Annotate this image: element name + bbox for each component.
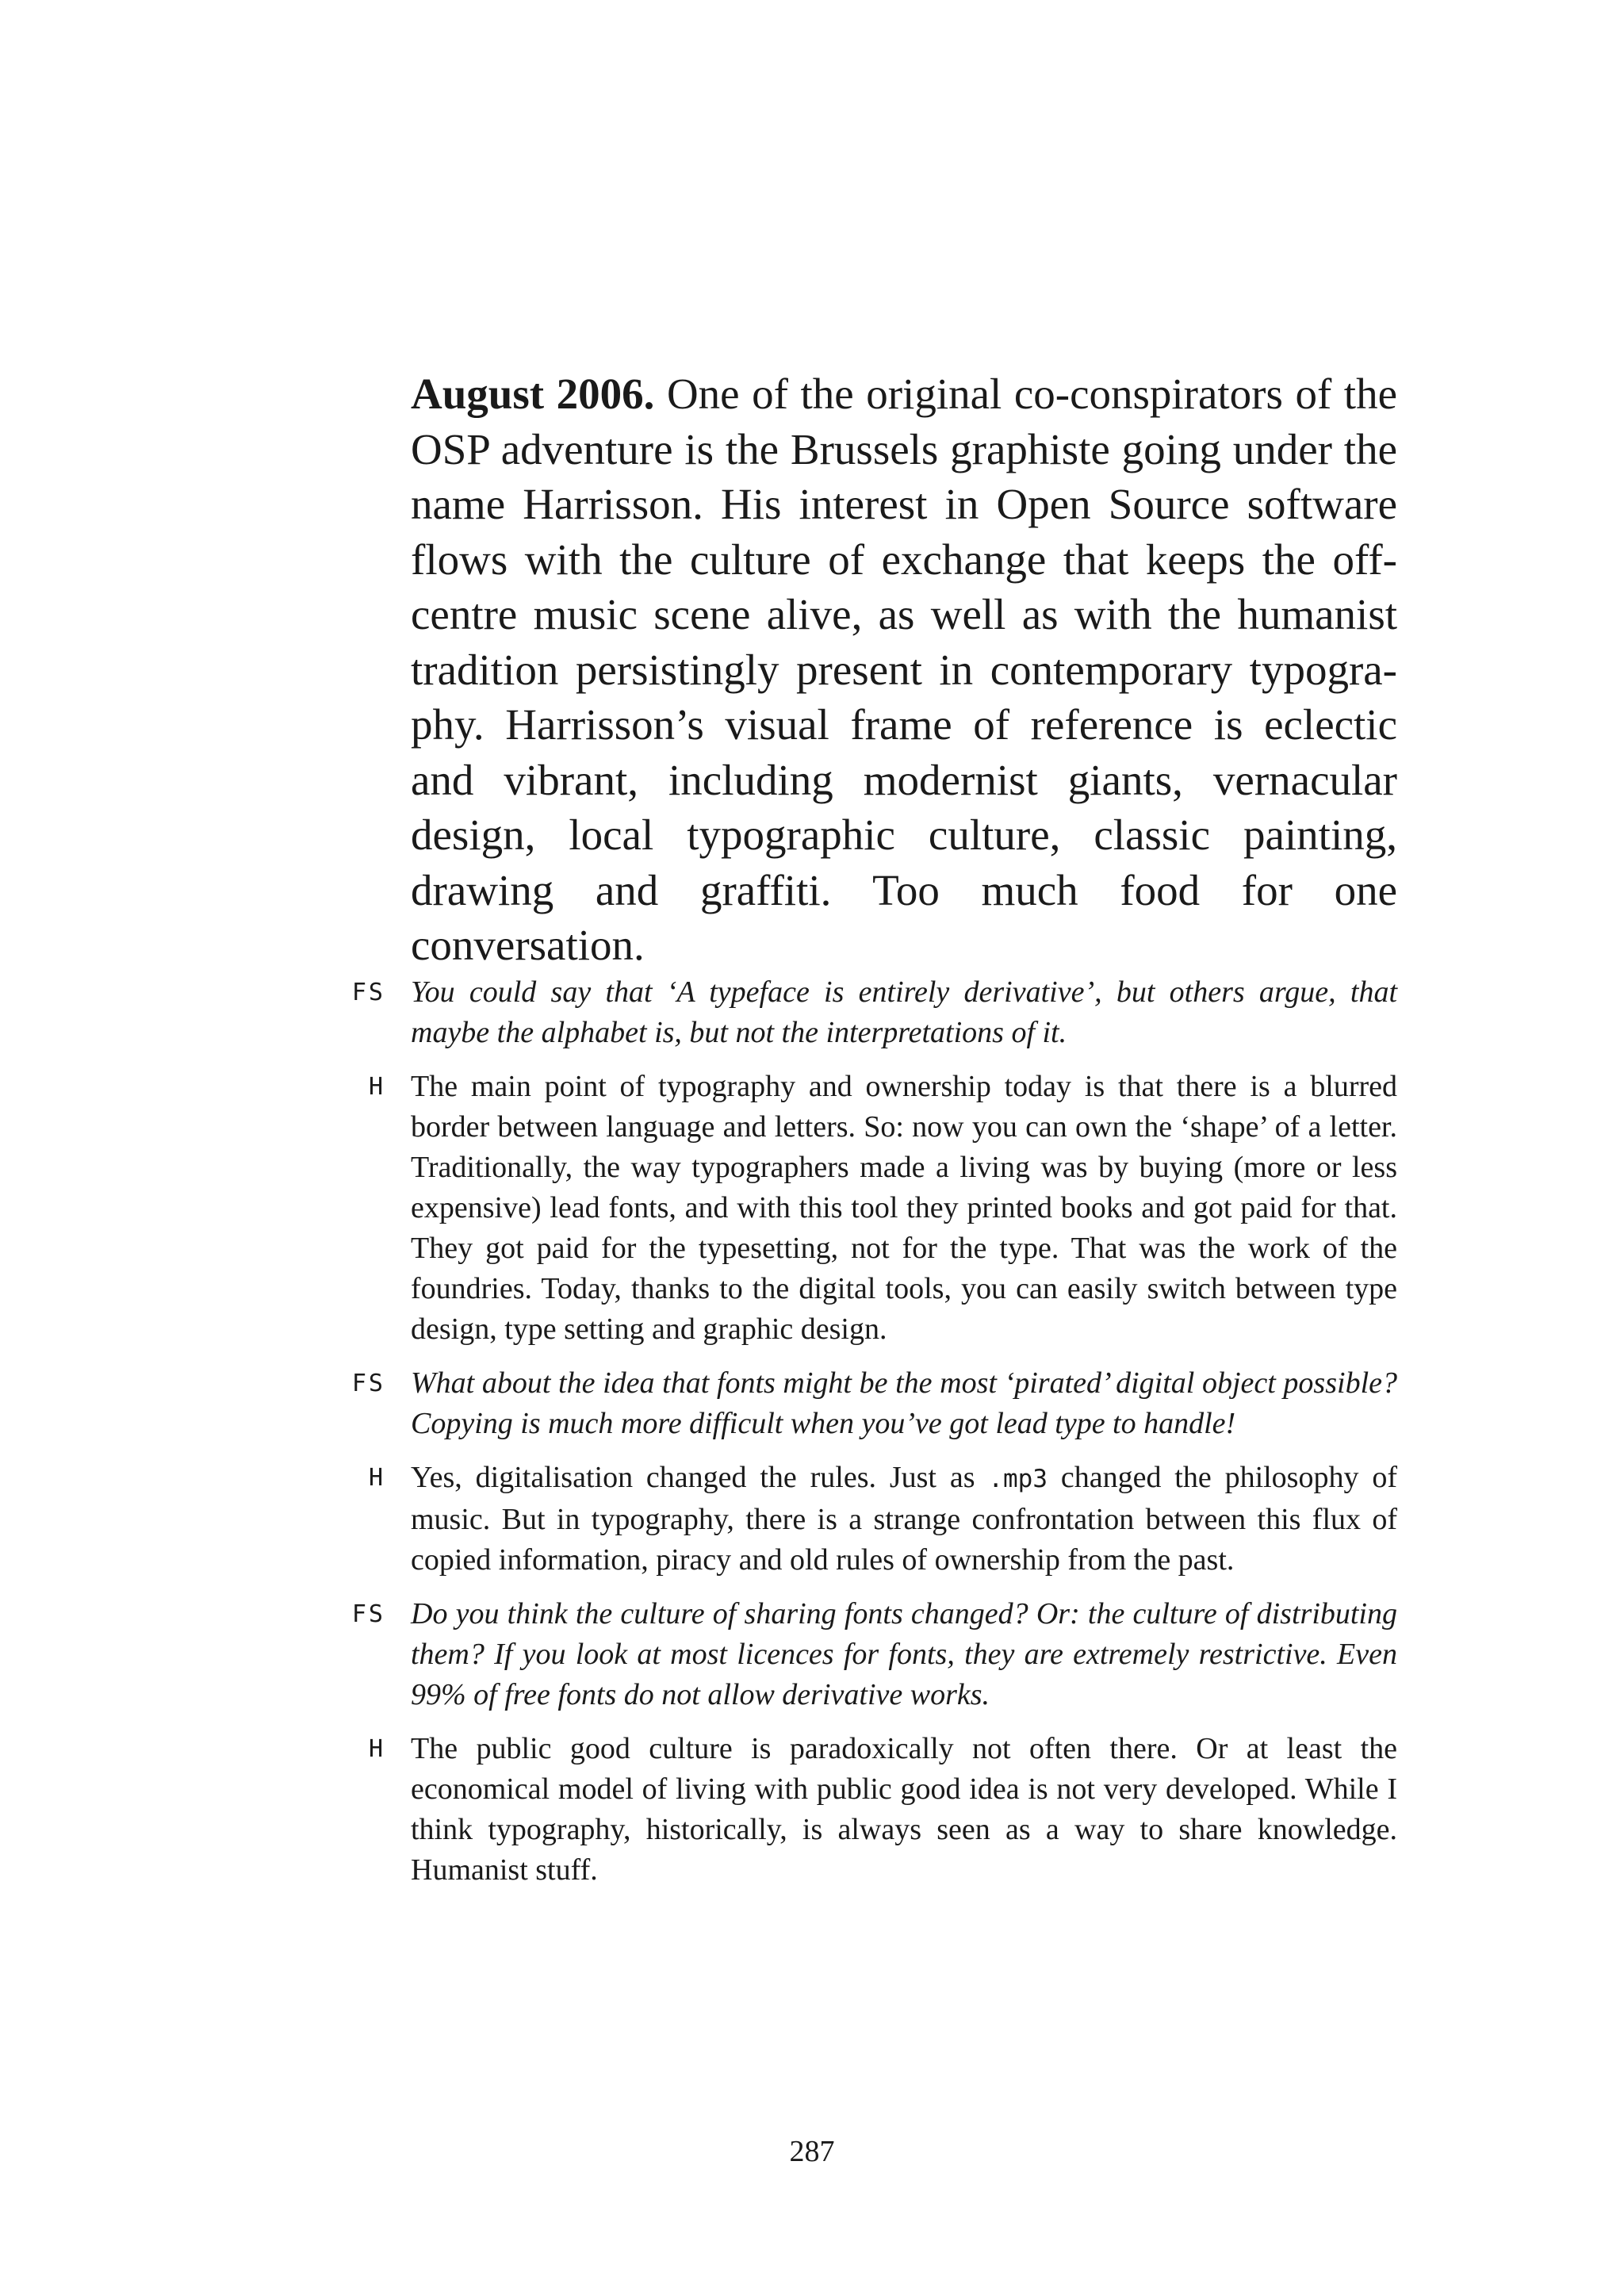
- speaker-label: H: [368, 1464, 385, 1492]
- question-turn: [351, 972, 1397, 1053]
- answer-turn: [368, 1067, 1397, 1350]
- answer-text: The main point of typography and ownership today is that there is a blurred border between language and letters. So: now you can own the ‘shape’ of a letter. Traditionally, the way typographers made a living was by buying (more or less expensive) lead fonts, and with this tool they printed books and got paid for that. They got paid for the typesetting, not for the type. That was the work of the foundries. Today, thanks to the digital tools, you can easily switch between type design, type setting and graphic design.: [411, 1070, 1397, 1346]
- answer-turn: [368, 1729, 1397, 1891]
- question-turn: [351, 1594, 1397, 1715]
- speaker-label: FS: [351, 1370, 385, 1397]
- question-text: What about the idea that fonts might be the most ‘pirated’ digital object possible? Copying is much more difficult when you’ve got lead type to handle!: [411, 1366, 1397, 1440]
- speaker-label: H: [368, 1073, 385, 1101]
- answer-text-end: changed the philosophy of music. But in typography, there is a strange confrontation between this flux of copied information, piracy and old rules of ownership from the past.: [411, 1461, 1397, 1577]
- intro-date: August 2006.: [411, 370, 655, 418]
- file-extension-code: .mp3: [988, 1465, 1048, 1493]
- intro-text: One of the original co-conspirators of the OSP adventure is the Brussels graphiste going under the name Harrisson. His interest in Open Source software flows with the culture of exchange that keeps the offcentre music scene alive, as well as with the humanist tradition persistingly present in contemporary typography. Harrisson’s visual frame of reference is eclectic and vibrant, including modernist giants, vernacular design, local typographic culture, classic painting, drawing and graffiti. Too much food for one conversation.: [411, 370, 1397, 969]
- speaker-label: FS: [351, 1600, 385, 1628]
- interview-dialogue: [351, 972, 1397, 1904]
- speaker-label: H: [368, 1735, 385, 1763]
- speaker-label: FS: [351, 979, 385, 1006]
- question-text: Do you think the culture of sharing fonts changed? Or: the culture of distributing them? If you look at most licences for fonts, they are extremely restrictive. Even 99% of free fonts do not allow derivative works.: [411, 1597, 1397, 1711]
- answer-text-start: Yes, digitalisation changed the rules. Just as: [411, 1461, 989, 1494]
- answer-text: The public good culture is paradoxically not often there. Or at least the economical model of living with public good idea is not very developed. While I think typography, historically, is always seen as a way to share knowledge. Humanist stuff.: [411, 1732, 1397, 1887]
- page-number: 287: [789, 2135, 835, 2168]
- question-turn: [351, 1363, 1397, 1444]
- answer-turn: [368, 1458, 1397, 1581]
- question-text: You could say that ‘A typeface is entirely derivative’, but others argue, that maybe the alphabet is, but not the interpretations of it.: [411, 975, 1397, 1049]
- intro-paragraph: [411, 366, 1397, 973]
